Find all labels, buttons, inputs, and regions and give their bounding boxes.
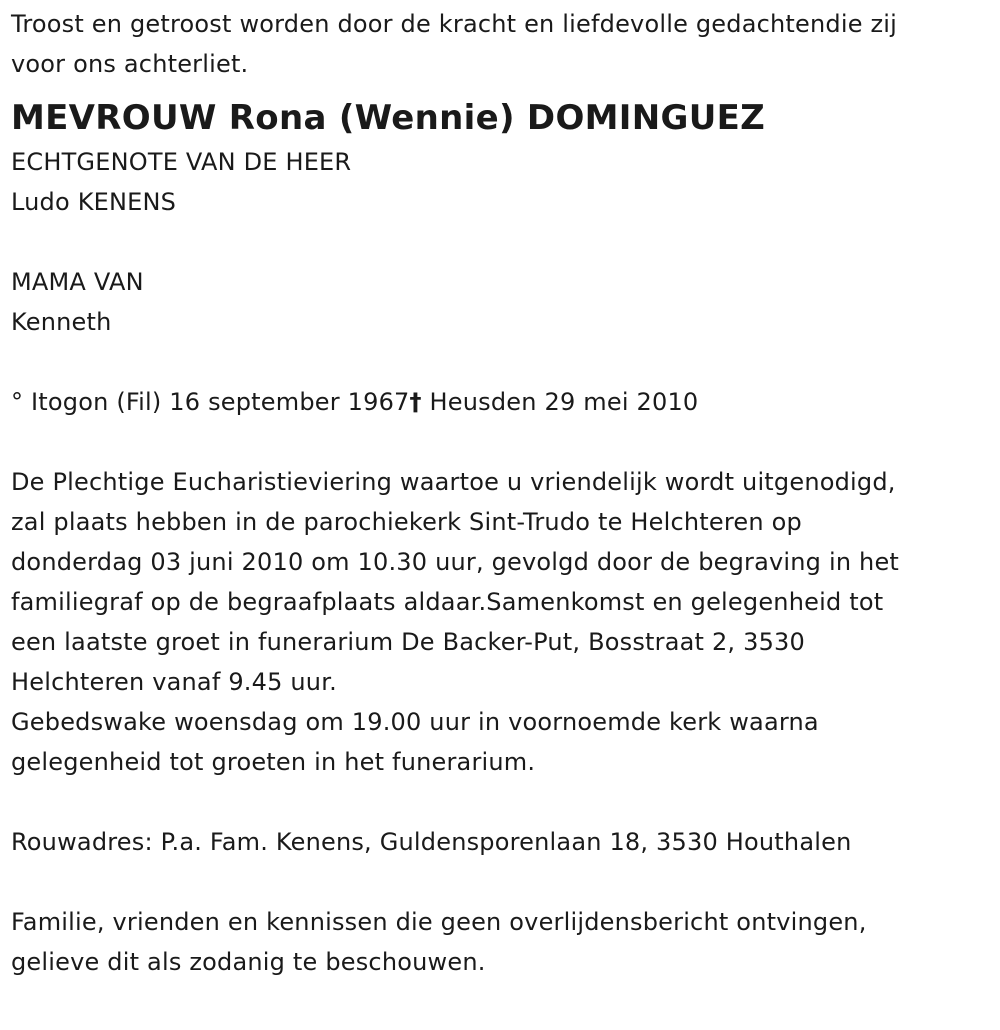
ceremony-line: zal plaats hebben in de parochiekerk Sint-Trudo te Helchteren op (11, 508, 802, 536)
ceremony-line: De Plechtige Eucharistieviering waartoe u vriendelijk wordt uitgenodigd, (11, 468, 896, 496)
obituary-notice (11, 4, 996, 982)
vigil-line: Gebedswake woensdag om 19.00 uur in voornoemde kerk waarna (11, 708, 819, 736)
closing-line-1: Familie, vrienden en kennissen die geen overlijdensbericht ontvingen, (11, 908, 867, 936)
birth-info: ° Itogon (Fil) 16 september 1967 (11, 388, 410, 416)
spacer (11, 422, 996, 462)
intro-line-2: voor ons achterliet. (11, 50, 249, 78)
child-name: Kenneth (11, 308, 112, 336)
ceremony-line: familiegraf op de begraafplaats aldaar.Samenkomst en gelegenheid tot (11, 588, 884, 616)
spouse-name: Ludo KENENS (11, 188, 177, 216)
spacer (11, 782, 996, 822)
spouse-label: ECHTGENOTE VAN DE HEER (11, 148, 352, 176)
spacer (11, 222, 996, 262)
ceremony-line: donderdag 03 juni 2010 om 10.30 uur, gevolgd door de begraving in het (11, 548, 900, 576)
spacer (11, 342, 996, 382)
closing-line-2: gelieve dit als zodanig te beschouwen. (11, 948, 486, 976)
mourning-address: Rouwadres: P.a. Fam. Kenens, Guldensporenlaan 18, 3530 Houthalen (11, 828, 852, 856)
spacer (11, 862, 996, 902)
ceremony-line: Helchteren vanaf 9.45 uur. (11, 668, 337, 696)
ceremony-line: een laatste groet in funerarium De Backer-Put, Bosstraat 2, 3530 (11, 628, 805, 656)
vigil-line: gelegenheid tot groeten in het funerarium. (11, 748, 536, 776)
cross-icon: † (409, 388, 422, 416)
mother-label: MAMA VAN (11, 268, 144, 296)
death-info: Heusden 29 mei 2010 (421, 388, 699, 416)
deceased-name: MEVROUW Rona (Wennie) DOMINGUEZ (11, 98, 766, 138)
intro-line-1: Troost en getroost worden door de kracht en liefdevolle gedachtendie zij (11, 10, 898, 38)
birth-death-dates (11, 382, 996, 422)
